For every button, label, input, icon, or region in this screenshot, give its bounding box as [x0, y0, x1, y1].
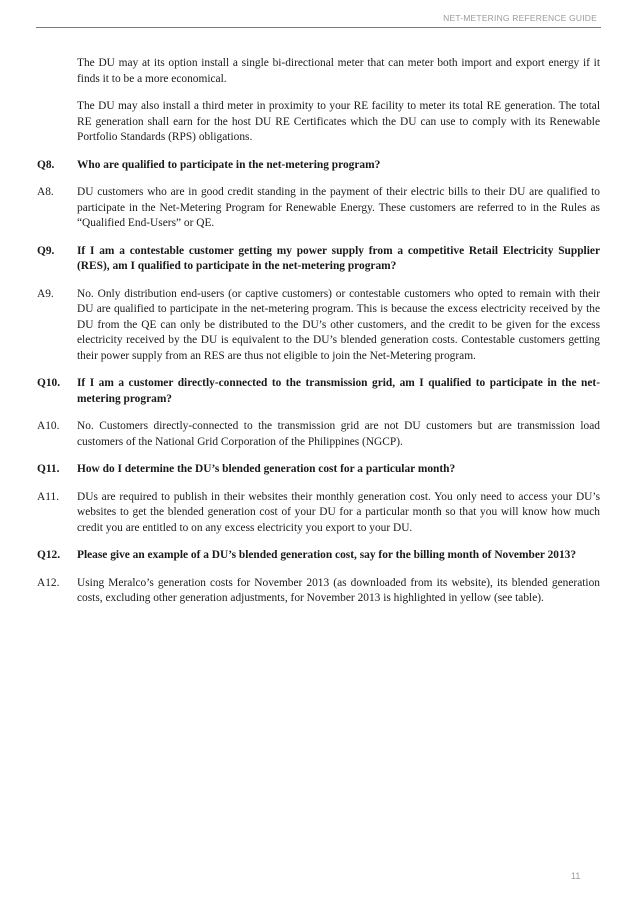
question-text: Who are qualified to participate in the net-metering program? [77, 158, 381, 171]
answer-12 [37, 576, 600, 607]
answer-text: Using Meralco’s generation costs for November 2013 (as downloaded from its website), its blended generation costs, excluding other generation adjustments, for November 2013 is highlighted in yellow (see table). [77, 576, 600, 604]
answer-text: DUs are required to publish in their websites their monthly generation cost. You only need to access your DU’s websites to get the blended generation cost of your DU for a particular month so that you will know how much credit you are entitled to on any excess electricity you export to your DU. [77, 490, 600, 534]
question-text: How do I determine the DU’s blended generation cost for a particular month? [77, 463, 456, 475]
answer-label: A8. [37, 186, 54, 198]
question-label: Q9. [37, 244, 55, 257]
question-label: Q8. [37, 158, 55, 171]
page-header-title: NET-METERING REFERENCE GUIDE [443, 13, 597, 23]
answer-text: DU customers who are in good credit standing in the payment of their electric bills to their DU are qualified to participate in the Net-Metering Program for Renewable Energy. These customers are referred to in the Rules as “Qualified End-Users” or QE. [77, 186, 600, 229]
question-11 [37, 462, 600, 478]
answer-label: A10. [37, 420, 60, 432]
answer-label: A9. [37, 287, 54, 300]
intro-paragraph-1: The DU may at its option install a single bi-directional meter that can meter both import and export energy if it finds it to be a more economical. [77, 57, 600, 85]
header-divider [36, 27, 601, 28]
answer-10 [37, 419, 600, 450]
answer-text: No. Customers directly-connected to the transmission grid are not DU customers but are transmission load customers of the National Grid Corporation of the Philippines (NGCP). [77, 420, 600, 448]
question-label: Q10. [37, 377, 61, 389]
question-label: Q11. [37, 463, 60, 475]
question-text: If I am a contestable customer getting my power supply from a competitive Retail Electricity Supplier (RES), am I qualified to participate in the net-metering program? [77, 244, 600, 272]
question-9 [37, 244, 600, 275]
question-8 [37, 158, 600, 174]
answer-11 [37, 490, 600, 537]
intro-paragraph-2: The DU may also install a third meter in proximity to your RE facility to meter its total RE generation. The total RE generation shall earn for the host DU RE Certificates which the DU can use to comply with its Renewable Portfolio Standards (RPS) obligations. [77, 100, 600, 143]
answer-label: A11. [37, 490, 60, 503]
question-text: If I am a customer directly-connected to the transmission grid, am I qualified to participate in the net-metering program? [77, 377, 600, 405]
answer-label: A12. [37, 576, 60, 589]
answer-8 [37, 185, 600, 232]
question-12 [37, 548, 600, 564]
document-body [37, 56, 600, 619]
page-number: 11 [571, 871, 581, 881]
question-text: Please give an example of a DU’s blended generation cost, say for the billing month of November 2013? [77, 549, 577, 561]
question-10 [37, 376, 600, 407]
answer-text: No. Only distribution end-users (or captive customers) or contestable customers who opted to remain with their DU are qualified to participate in the net-metering program. This is because the excess electricity received by the DU from the QE can only be distributed to the DU’s other customers, and the credit to be given for the excess electricity received by the DU is equivalent to the DU’s blended generation costs. Contestable customers getting their power supply from an RES are thus not eligible to join the Net-Metering program. [77, 287, 600, 362]
answer-9 [37, 287, 600, 365]
question-label: Q12. [37, 549, 61, 561]
